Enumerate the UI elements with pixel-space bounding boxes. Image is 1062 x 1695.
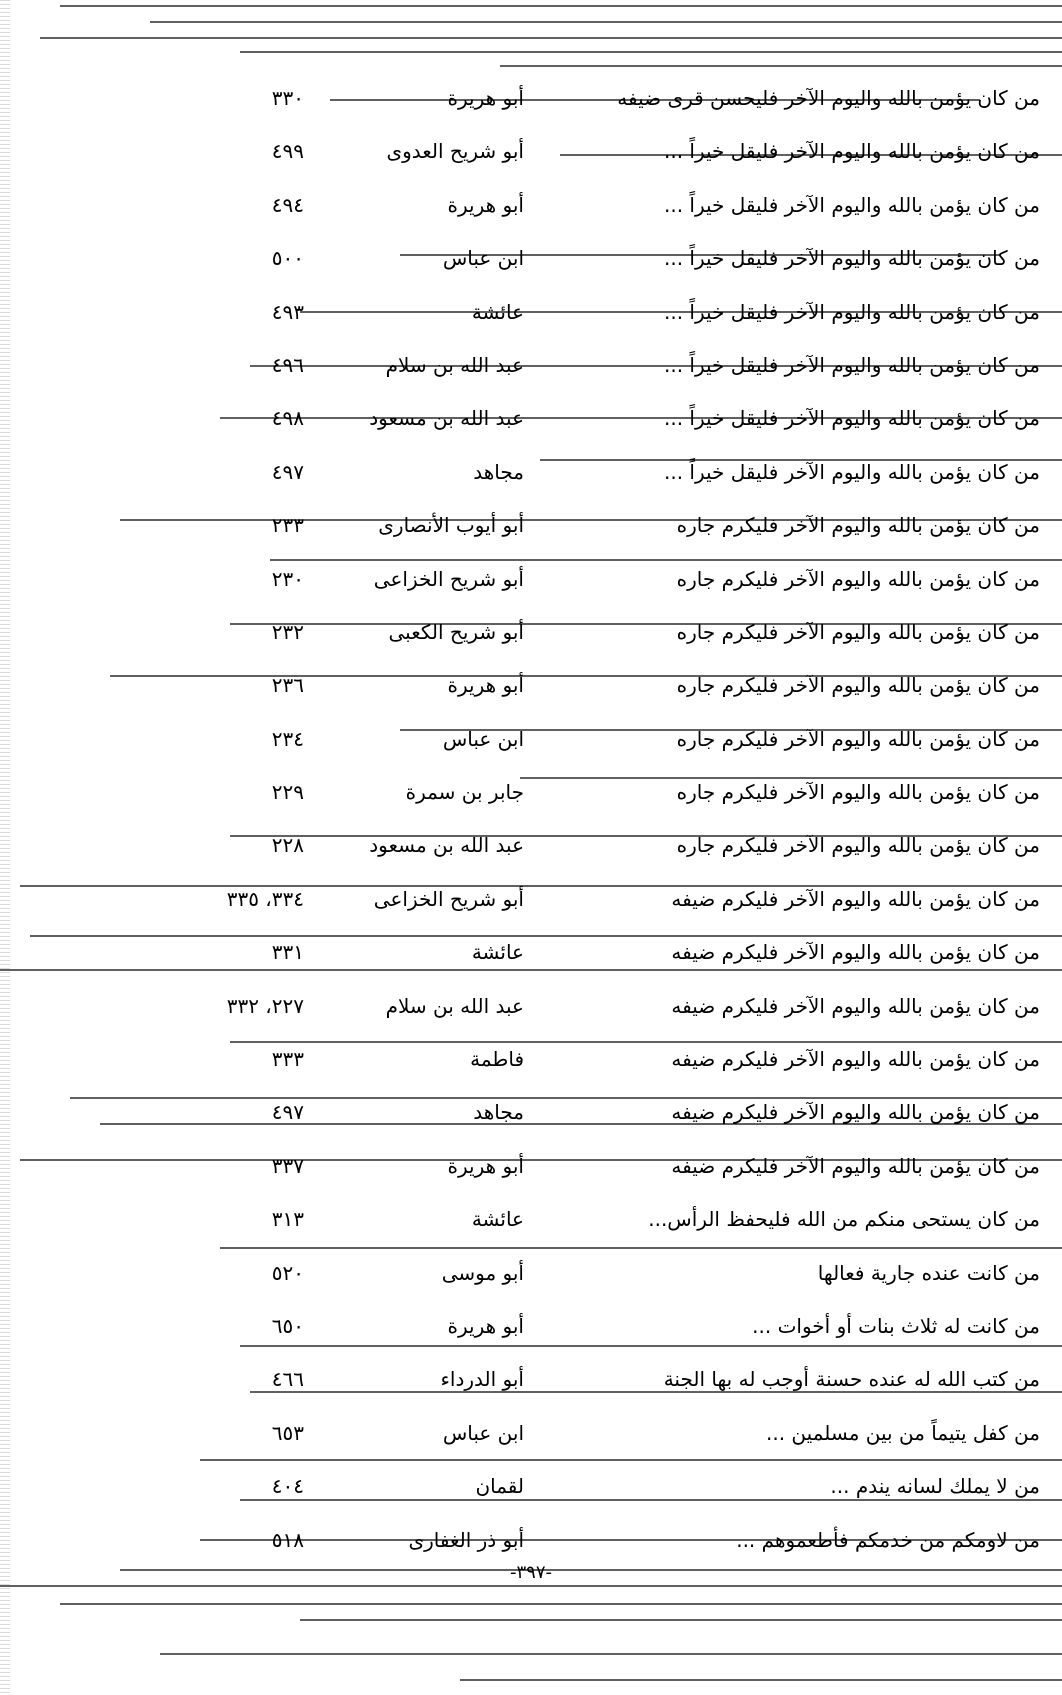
narrator: أبو هريرة (447, 192, 524, 217)
hadith-text: من كان يؤمن بالله واليوم الآخر فليقل خيراً ... (664, 299, 1040, 324)
index-row (0, 1146, 1062, 1199)
narrator: لقمان (475, 1474, 524, 1499)
index-row (0, 505, 1062, 558)
page-ref: ٣١٣ (271, 1207, 304, 1232)
index-row (0, 185, 1062, 238)
index-row (0, 1253, 1062, 1306)
narrator: أبو ذر الغفارى (408, 1527, 524, 1552)
index-row (0, 559, 1062, 612)
narrator: أبو هريرة (447, 1153, 524, 1178)
narrator: أبو هريرة (447, 673, 524, 698)
index-row (0, 238, 1062, 291)
hadith-text: من كان يؤمن بالله واليوم الآخر فليقل خيراً ... (664, 352, 1040, 377)
page-ref: ٤٦٦ (271, 1367, 304, 1392)
index-row (0, 719, 1062, 772)
index-row (0, 879, 1062, 932)
index-row (0, 1466, 1062, 1519)
page-ref: ٣٣٣ (271, 1047, 304, 1072)
narrator: ابن عباس (442, 726, 524, 751)
hadith-text: من كتب الله له عنده حسنة أوجب له بها الجنة (663, 1367, 1040, 1392)
narrator: عائشة (471, 299, 524, 324)
index-row (0, 452, 1062, 505)
page-ref: ٤٩٧ (271, 1100, 304, 1125)
hadith-text: من كان يؤمن بالله واليوم الآخر فليكرم ضيفه (671, 1100, 1040, 1125)
hadith-text: من كان يؤمن بالله واليوم الآخر فليكرم ضيفه (671, 886, 1040, 911)
hadith-text: من كان يؤمن بالله واليوم الآخر فليقل خيراً ... (664, 406, 1040, 431)
narrator: فاطمة (470, 1047, 524, 1072)
narrator: أبو هريرة (447, 86, 524, 110)
narrator: أبو شريح الكعبى (388, 619, 524, 644)
hadith-text: من كان يؤمن بالله واليوم الآخر فليكرم ضيفه (671, 1047, 1040, 1072)
index-row (0, 131, 1062, 184)
hadith-text: من كان يؤمن بالله واليوم الآخر فليحسن قرى ضيفه (617, 86, 1040, 110)
hadith-text: من كان يؤمن بالله واليوم الآخر فليكرم جاره (676, 673, 1040, 698)
page-ref: ٤٩٧ (271, 459, 304, 484)
narrator: أبو هريرة (447, 1313, 524, 1338)
hadith-text: من لا يملك لسانه يندم ... (830, 1474, 1040, 1499)
narrator: أبو شريح العدوى (386, 139, 524, 164)
narrator: عبد الله بن سلام (385, 352, 524, 377)
hadith-text: من كان يؤمن بالله واليوم الآخر فليكرم جاره (676, 619, 1040, 644)
narrator: أبو شريح الخزاعى (373, 566, 524, 591)
page-ref: ٤٩٨ (271, 406, 304, 431)
hadith-index-table (0, 78, 1062, 1573)
index-row (0, 398, 1062, 451)
index-row (0, 932, 1062, 985)
narrator: ابن عباس (442, 246, 524, 271)
narrator: جابر بن سمرة (405, 780, 524, 805)
index-row (0, 1306, 1062, 1359)
narrator: مجاهد (473, 1100, 524, 1125)
hadith-text: من لاومكم من خدمكم فأطعموهم ... (736, 1527, 1040, 1552)
page-ref: ٣٣١ (271, 940, 304, 965)
hadith-text: من كانت له ثلاث بنات أو أخوات ... (752, 1313, 1040, 1338)
page-ref: ٤٩٩ (271, 139, 304, 164)
hadith-text: من كان يؤمن بالله واليوم الآخر فليكرم ضيفه (671, 940, 1040, 965)
hadith-text: من كان يؤمن بالله واليوم الآخر فليكرم جاره (676, 513, 1040, 538)
page-ref: ٥٠٠ (271, 246, 304, 271)
index-row (0, 1413, 1062, 1466)
hadith-text: من كان يؤمن بالله واليوم الآخر فليقل خيراً ... (664, 246, 1040, 271)
index-row (0, 772, 1062, 825)
page-ref: ٤٩٦ (271, 352, 304, 377)
narrator: عائشة (471, 940, 524, 965)
index-row (0, 1039, 1062, 1092)
hadith-text: من كانت عنده جارية فعالها (817, 1260, 1040, 1285)
hadith-text: من كان يستحى منكم من الله فليحفظ الرأس... (648, 1207, 1040, 1232)
narrator: أبو شريح الخزاعى (373, 886, 524, 911)
index-row (0, 78, 1062, 131)
narrator: أبو الدرداء (440, 1367, 524, 1392)
narrator: عبد الله بن مسعود (369, 406, 524, 431)
hadith-text: من كفل يتيماً من بين مسلمين ... (766, 1420, 1040, 1445)
narrator: أبو موسى (441, 1260, 524, 1285)
page-ref: ٦٥٣ (271, 1420, 304, 1445)
index-row (0, 345, 1062, 398)
page-ref: ٢٣٠ (271, 566, 304, 591)
index-row (0, 612, 1062, 665)
index-row (0, 1199, 1062, 1252)
narrator: عائشة (471, 1207, 524, 1232)
page-ref: ٢٣٢ (271, 619, 304, 644)
hadith-text: من كان يؤمن بالله واليوم الآخر فليكرم جاره (676, 726, 1040, 751)
page-ref: ٢٣٤ (271, 726, 304, 751)
page-ref: ٤٩٣ (271, 299, 304, 324)
page-ref: ٢٣٣ (271, 513, 304, 538)
hadith-text: من كان يؤمن بالله واليوم الآخر فليكرم جاره (676, 780, 1040, 805)
narrator: عبد الله بن مسعود (369, 833, 524, 858)
hadith-text: من كان يؤمن بالله واليوم الآخر فليقل خيراً ... (664, 139, 1040, 164)
page-ref: ٤٩٤ (271, 192, 304, 217)
narrator: أبو أيوب الأنصارى (378, 513, 524, 538)
page-ref: ٤٠٤ (271, 1474, 304, 1499)
index-row (0, 292, 1062, 345)
page-ref: ٣٣٤، ٣٣٥ (226, 886, 304, 911)
page-ref: ٣٣٧ (271, 1153, 304, 1178)
hadith-text: من كان يؤمن بالله واليوم الآخر فليكرم ضيفه (671, 993, 1040, 1018)
page-number: -٣٩٧- (509, 1562, 552, 1583)
index-row (0, 1092, 1062, 1145)
hadith-text: من كان يؤمن بالله واليوم الآخر فليقل خيراً ... (664, 459, 1040, 484)
hadith-text: من كان يؤمن بالله واليوم الآخر فليقل خيراً ... (664, 192, 1040, 217)
hadith-text: من كان يؤمن بالله واليوم الآخر فليكرم ضيفه (671, 1153, 1040, 1178)
narrator: عبد الله بن سلام (385, 993, 524, 1018)
page-ref: ٢٣٦ (271, 673, 304, 698)
page-ref: ٢٢٩ (271, 780, 304, 805)
index-row (0, 1359, 1062, 1412)
index-row (0, 825, 1062, 878)
index-row (0, 986, 1062, 1039)
narrator: ابن عباس (442, 1420, 524, 1445)
page-ref: ٣٣٠ (271, 86, 304, 110)
page-ref: ٢٢٨ (271, 833, 304, 858)
page-ref: ٢٢٧، ٣٣٢ (226, 993, 304, 1018)
index-row (0, 665, 1062, 718)
narrator: مجاهد (473, 459, 524, 484)
page-ref: ٥٢٠ (271, 1260, 304, 1285)
page-ref: ٦٥٠ (271, 1313, 304, 1338)
hadith-text: من كان يؤمن بالله واليوم الآخر فليكرم جاره (676, 833, 1040, 858)
hadith-text: من كان يؤمن بالله واليوم الآخر فليكرم جاره (676, 566, 1040, 591)
page-ref: ٥١٨ (271, 1527, 304, 1552)
